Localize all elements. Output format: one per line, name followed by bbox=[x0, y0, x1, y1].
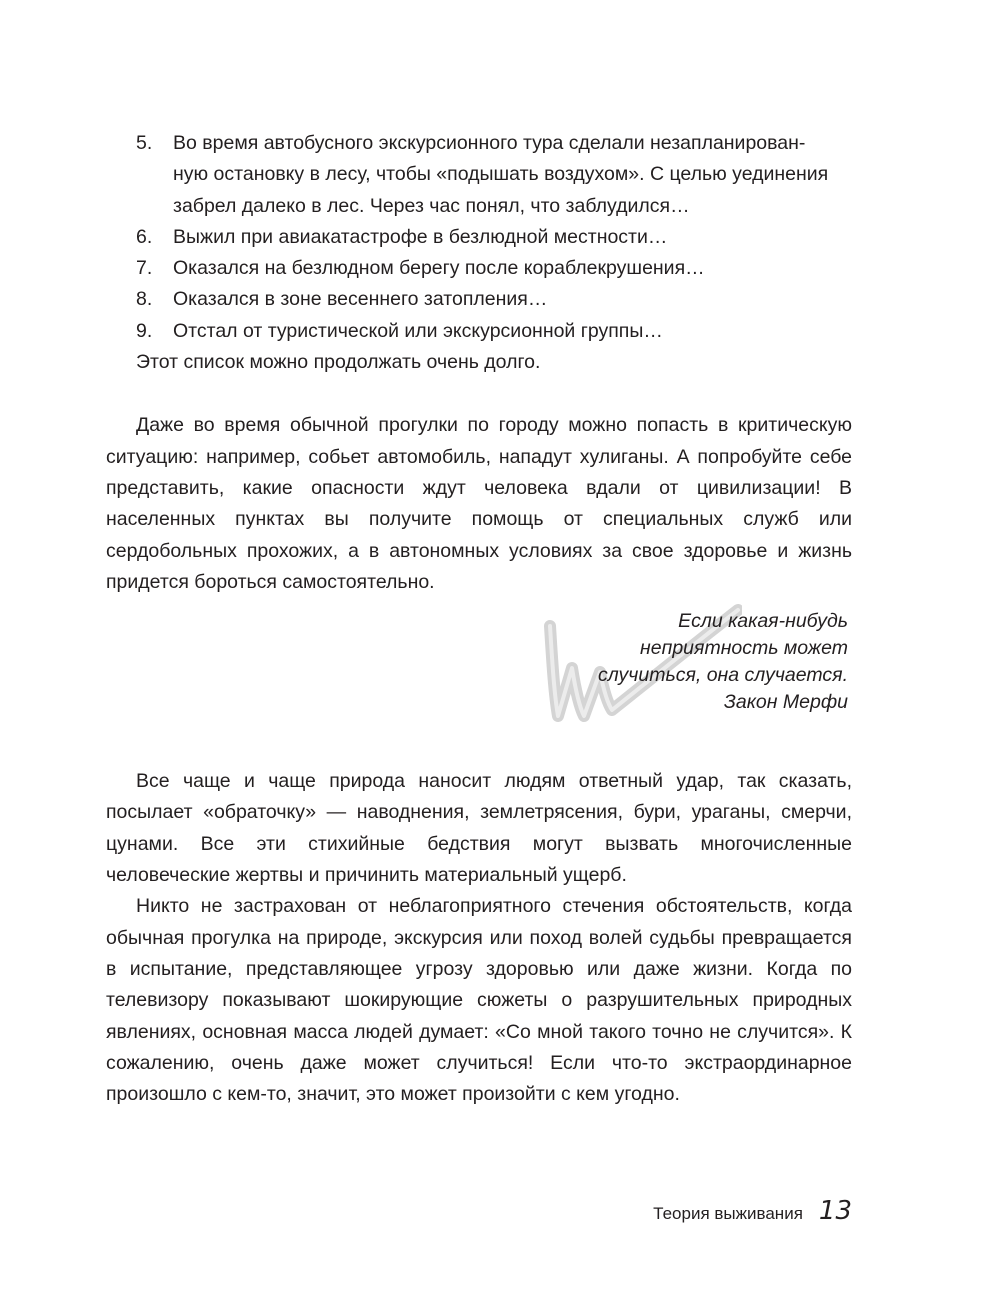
list-number: 8. bbox=[136, 288, 153, 311]
list-number: 5. bbox=[136, 132, 153, 154]
list-item bbox=[106, 222, 852, 253]
list-item bbox=[106, 284, 852, 315]
list-number: 7. bbox=[136, 257, 153, 280]
list-text: Оказался в зоне весеннего затопления… bbox=[173, 288, 548, 311]
paragraph-3: Никто не застрахован от неблагоприятного стечения обстоятельств, когда обычная прогулка на природе, экскурсия или поход волей судьбы превращается в испытание, представляющее угрозу здоровью или даже жизни. Когда по телевизору показывают шокирующие сюжеты о разрушительных природных явлениях, основная масса людей думает: «Со мной такого точно не случится». К сожалению, очень даже может случиться! Если что-то экстраординарное произошло с кем-то, значит, это может произойти с кем угодно. bbox=[106, 895, 852, 1106]
list-item bbox=[106, 128, 852, 222]
paragraph-1: Даже во время обычной прогулки по городу можно попасть в критическую ситуацию: например, собьет автомобиль, нападут хулиганы. А попробуйте себе представить, какие опасности ждут человека вдали от цивилизации! В населенных пунктах вы получите помощь от специальных служб или сердобольных прохожих, а в автономных условиях за свое здоровье и жизнь придется бороться самостоятельно. bbox=[106, 414, 852, 593]
running-title: Теория выживания bbox=[653, 1204, 803, 1223]
page-body bbox=[106, 128, 852, 1110]
list-number: 9. bbox=[136, 319, 153, 342]
paragraph-2: Все чаще и чаще природа наносит людям ответный удар, так сказать, посылает «обраточку» — наводнения, землетрясения, бури, ураганы, смерчи, цунами. Все эти стихийные бедствия могут вызвать многочисленные человеческие жертвы и причинить материальный ущерб. bbox=[106, 770, 852, 887]
quote-text: Если какая-нибудь неприятность может случиться, она случается. Закон Мерфи bbox=[488, 608, 848, 716]
list-text: Оказался на безлюдном берегу после кораблекрушения… bbox=[173, 257, 705, 280]
list-conclusion: Этот список можно продолжать очень долго. bbox=[136, 351, 541, 374]
list-number: 6. bbox=[136, 225, 153, 248]
list-item bbox=[106, 316, 852, 347]
list-text: Во время автобусного экскурсионного тура сделали незапланирован- ную остановку в лесу, чтобы «подышать воздухом». С целью уединения забрел далеко в лес. Через час понял, что заблудился… bbox=[173, 132, 829, 217]
list-text: Отстал от туристической или экскурсионной группы… bbox=[173, 319, 663, 342]
page-footer bbox=[653, 1196, 852, 1226]
quote-author: Закон Мерфи bbox=[723, 691, 848, 714]
numbered-list bbox=[106, 128, 852, 347]
epigraph bbox=[106, 608, 852, 728]
list-text: Выжил при авиакатастрофе в безлюдной местности… bbox=[173, 225, 668, 248]
page-number: 13 bbox=[818, 1196, 852, 1226]
list-item bbox=[106, 253, 852, 284]
